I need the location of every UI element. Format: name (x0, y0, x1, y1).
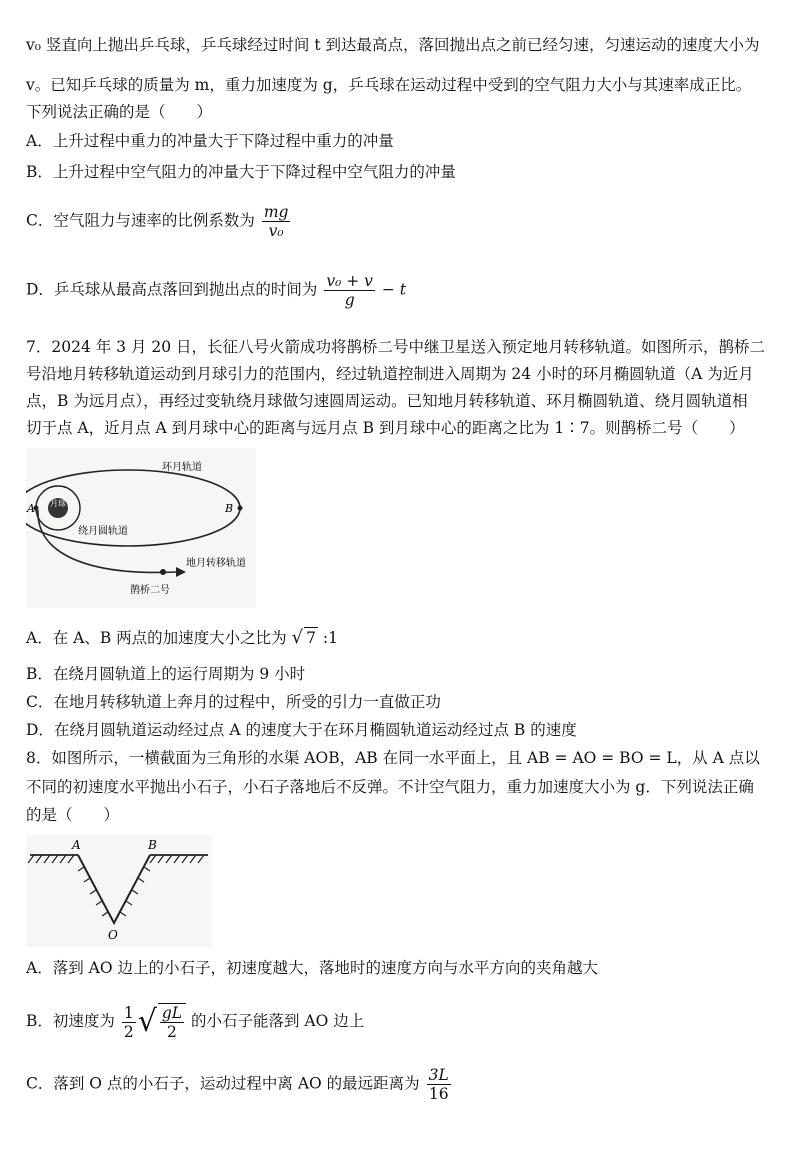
label-ellipse: 环月轨道 (162, 462, 202, 473)
q6-option-d-denominator: g (344, 291, 355, 309)
q8-option-b-rad-den: 2 (167, 1023, 177, 1041)
q8-option-a: A．落到 AO 边上的小石子，初速度越大，落地时的速度方向与水平方向的夹角越大 (26, 959, 598, 977)
q8-channel-figure (26, 835, 212, 947)
q8-option-c-denominator: 16 (428, 1085, 449, 1103)
q7-option-b: B．在绕月圆轨道上的运行周期为 9 小时 (26, 665, 306, 683)
q6-option-a: A．上升过程中重力的冲量大于下降过程中重力的冲量 (26, 132, 394, 150)
q7-stem-line-1: 7．2024 年 3 月 20 日，长征八号火箭成功将鹊桥二号中继卫星送入预定地月转移轨道。如图所示，鹊桥二 (26, 338, 766, 356)
q6-option-b: B．上升过程中空气阻力的冲量大于下降过程中空气阻力的冲量 (26, 163, 456, 181)
q6-option-c-numerator: mg (263, 203, 289, 221)
q6-option-d-tail: − t (381, 280, 407, 299)
q6-option-c-denominator: v₀ (268, 222, 284, 240)
q6-option-c (26, 203, 292, 240)
q6-option-d (26, 272, 406, 309)
q8-option-b-tail: 的小石子能落到 AO 边上 (191, 1012, 365, 1030)
q8-option-b-coef-num: 1 (123, 1003, 134, 1022)
label-circle: 绕月圆轨道 (78, 526, 128, 537)
q7-option-a: A．在 A、B 两点的加速度大小之比为 √ 7 :1 (26, 627, 338, 648)
label-b: B (225, 502, 234, 515)
q8-stem-line-3: 的是（ ） (26, 806, 120, 824)
q6-option-d-numerator: v₀ + v (326, 272, 373, 290)
q8-option-b-coefficient (122, 1004, 136, 1041)
q8-option-c-text: C．落到 O 点的小石子，运动过程中离 AO 的最远距离为 (26, 1074, 420, 1093)
q7-option-a-radicand: 7 (306, 629, 316, 647)
q7-option-c: C．在地月转移轨道上奔月的过程中，所受的引力一直做正功 (26, 693, 441, 711)
label-a: A (72, 838, 81, 852)
satellite-marker (160, 569, 166, 575)
q6-option-d-text: D．乒乓球从最高点落回到抛出点的时间为 (26, 280, 318, 299)
q8-option-c-numerator: 3L (428, 1066, 449, 1084)
q8-option-b-coef-den: 2 (123, 1022, 134, 1041)
label-satellite: 鹊桥二号 (130, 585, 170, 596)
q8-stem-line-2: 不同的初速度水平抛出小石子，小石子落地后不反弹。不计空气阻力，重力加速度大小为 g．下列说法正确 (26, 778, 754, 796)
q7-option-a-text: A．在 A、B 两点的加速度大小之比为 (26, 629, 287, 647)
q7-orbit-figure (26, 448, 256, 608)
q8-option-b: B．初速度为 $\frac{1}{2}$ √ $\frac{gL}{2}$ 的小石子能落到 AO 边上 (26, 1003, 365, 1041)
q8-option-b-rad-num: gL (161, 1004, 183, 1022)
q7-option-d: D．在绕月圆轨道运动经过点 A 的速度大于在环月椭圆轨道运动经过点 B 的速度 (26, 721, 577, 739)
q7-option-a-tail: :1 (322, 629, 338, 647)
label-a: A (27, 502, 35, 515)
q7-stem-line-2: 号沿地月转移轨道运动到月球引力的范围内，经过轨道控制进入周期为 24 小时的环月椭圆轨道（A 为近月 (26, 365, 754, 383)
q8-option-b-radicand (160, 1004, 184, 1041)
q8-option-c (26, 1066, 453, 1103)
q6-stem-line-2: v。已知乒乓球的质量为 m，重力加速度为 g，乒乓球在运动过程中受到的空气阻力大小与其速率成正比。 (26, 76, 752, 94)
q8-option-c-fraction (427, 1066, 451, 1103)
label-b: B (148, 838, 157, 852)
q7-stem-line-3: 点，B 为远月点），再经过变轨绕月球做匀速圆周运动。已知地月转移轨道、环月椭圆轨道、绕月圆轨道相 (26, 392, 748, 410)
label-transfer: 地月转移轨道 (186, 558, 246, 569)
q8-option-b-text: B．初速度为 (26, 1012, 115, 1030)
q6-option-c-text: C．空气阻力与速率的比例系数为 (26, 211, 255, 230)
label-moon: 月球 (50, 499, 66, 508)
q6-stem-line-3: 下列说法正确的是（ ） (26, 103, 213, 121)
q8-stem-line-1: 8．如图所示，一横截面为三角形的水渠 AOB，AB 在同一水平面上，且 AB = AO = BO = L，从 A 点以 (26, 749, 760, 767)
q7-stem-line-4: 切于点 A，近月点 A 到月球中心的距离与远月点 B 到月球中心的距离之比为 1∶7。则鹊桥二号（ ） (26, 419, 745, 437)
q6-stem-line-1: v₀ 竖直向上抛出乒乓球，乒乓球经过时间 t 到达最高点，落回抛出点之前已经匀速，匀速运动的速度大小为 (26, 36, 760, 54)
label-o: O (108, 928, 118, 942)
q6-option-d-fraction (324, 272, 375, 309)
q6-option-c-fraction (262, 203, 291, 240)
